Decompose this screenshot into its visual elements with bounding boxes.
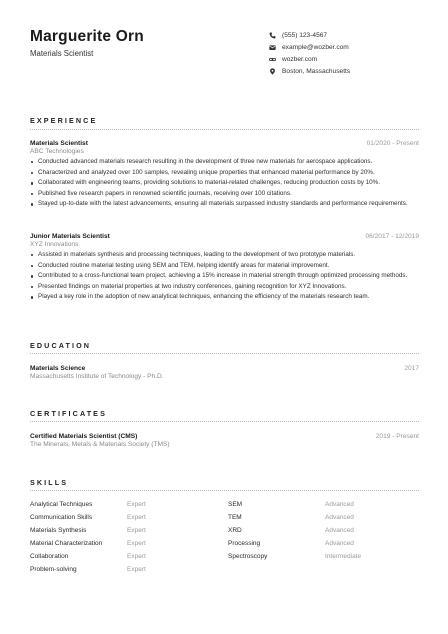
skill-empty-cell bbox=[325, 565, 419, 578]
candidate-name: Marguerite Orn bbox=[30, 28, 144, 45]
experience-divider bbox=[30, 129, 419, 130]
contact-phone-text: (555) 123-4567 bbox=[282, 31, 328, 39]
contact-email-text[interactable]: example@wozber.com bbox=[282, 43, 349, 51]
education-entry bbox=[30, 365, 419, 380]
job-entry bbox=[30, 140, 419, 211]
job-bullet: Conducted routine material testing using SEM and TEM, helping identify areas for material improvement. bbox=[30, 262, 419, 270]
certificate-dates: 2019 - Present bbox=[375, 433, 419, 440]
job-entry bbox=[30, 233, 419, 304]
skill-level: Advanced bbox=[325, 540, 354, 548]
skill-level: Expert bbox=[127, 540, 146, 548]
skill-name: Problem-solving bbox=[30, 566, 77, 574]
contact-location-text: Boston, Massachusetts bbox=[282, 68, 351, 76]
experience-heading: EXPERIENCE bbox=[30, 116, 98, 125]
link-icon bbox=[268, 55, 276, 63]
contact-website-text[interactable]: wozber.com bbox=[282, 55, 318, 63]
skills-heading: SKILLS bbox=[30, 478, 69, 487]
skill-name: Collaboration bbox=[30, 553, 69, 561]
education-heading: EDUCATION bbox=[30, 341, 92, 350]
job-bullet: Conducted advanced materials research resulting in the development of three new materials for aerospace applications. bbox=[30, 158, 419, 166]
job-company: ABC Technologies bbox=[30, 148, 84, 155]
contact-email bbox=[268, 41, 350, 53]
skills-table bbox=[30, 500, 419, 579]
job-bullet: Presented findings on material properties at two industry conferences, gaining recognition for XYZ Innovations. bbox=[30, 283, 419, 291]
skill-name: SEM bbox=[228, 501, 243, 508]
job-bullet: Assisted in materials synthesis and processing techniques, leading to the development of two prototype materials. bbox=[30, 251, 419, 259]
job-dates: 01/2020 - Present bbox=[366, 140, 419, 147]
skill-name: Spectroscopy bbox=[228, 553, 268, 561]
skill-level: Expert bbox=[127, 553, 146, 561]
contact-phone bbox=[268, 29, 350, 41]
job-bullet: Contributed to a cross-functional team project, achieving a 15% increase in material strength through optimized processing methods. bbox=[30, 272, 419, 280]
skill-level: Advanced bbox=[325, 514, 354, 522]
job-company: XYZ Innovations bbox=[30, 241, 79, 248]
skill-level: Expert bbox=[127, 527, 146, 535]
skill-name: Analytical Techniques bbox=[30, 501, 93, 508]
email-icon bbox=[268, 43, 276, 51]
job-bullets bbox=[30, 251, 419, 302]
phone-icon bbox=[268, 31, 276, 39]
certificate-entry bbox=[30, 433, 419, 448]
skill-level: Intermediate bbox=[325, 553, 362, 561]
contact-website bbox=[268, 53, 350, 65]
skill-empty-cell bbox=[228, 565, 325, 578]
certificates-heading: CERTIFICATES bbox=[30, 409, 107, 418]
graduation-year: 2017 bbox=[404, 365, 419, 372]
job-title: Junior Materials Scientist bbox=[30, 233, 110, 240]
job-bullet: Stayed up-to-date with the latest advancements, ensuring all materials surpassed industry standards and performance requirements. bbox=[30, 200, 419, 208]
certificates-divider bbox=[30, 421, 419, 422]
skill-level: Expert bbox=[127, 514, 146, 522]
location-icon bbox=[268, 68, 276, 76]
job-bullet: Published five research papers in renowned scientific journals, receiving over 100 citations. bbox=[30, 190, 419, 198]
certificate-issuer: The Minerals, Metals & Materials Society (TMS) bbox=[30, 441, 170, 448]
job-bullets bbox=[30, 158, 419, 209]
job-dates: 06/2017 - 12/2019 bbox=[365, 233, 419, 240]
degree-name: Materials Science bbox=[30, 365, 86, 372]
school-name: Massachusetts Institute of Technology - Ph.D. bbox=[30, 373, 164, 380]
certificate-name: Certified Materials Scientist (CMS) bbox=[30, 433, 138, 440]
contact-location bbox=[268, 66, 350, 78]
skill-level: Advanced bbox=[325, 527, 354, 535]
skill-level: Expert bbox=[127, 501, 146, 508]
contact-block bbox=[268, 29, 350, 78]
skill-level: Advanced bbox=[325, 501, 354, 508]
education-divider bbox=[30, 353, 419, 354]
skill-name: Material Characterization bbox=[30, 540, 103, 548]
skill-level: Expert bbox=[127, 566, 146, 574]
job-bullet: Played a key role in the adoption of new analytical techniques, enhancing the efficiency of the materials research team. bbox=[30, 293, 419, 301]
skill-name: TEM bbox=[228, 514, 242, 522]
skill-name: Processing bbox=[228, 540, 261, 548]
job-bullet: Characterized and analyzed over 100 samples, revealing unique properties that enhanced material performance by 20%. bbox=[30, 169, 419, 177]
candidate-role: Materials Scientist bbox=[30, 49, 94, 58]
skill-name: Communication Skills bbox=[30, 514, 93, 522]
skill-name: Materials Synthesis bbox=[30, 527, 87, 535]
skills-divider bbox=[30, 490, 419, 491]
job-title: Materials Scientist bbox=[30, 140, 88, 147]
skill-name: XRD bbox=[228, 527, 242, 535]
job-bullet: Collaborated with engineering teams, providing solutions to material-related challenges, reducing production costs by 10%. bbox=[30, 179, 419, 187]
